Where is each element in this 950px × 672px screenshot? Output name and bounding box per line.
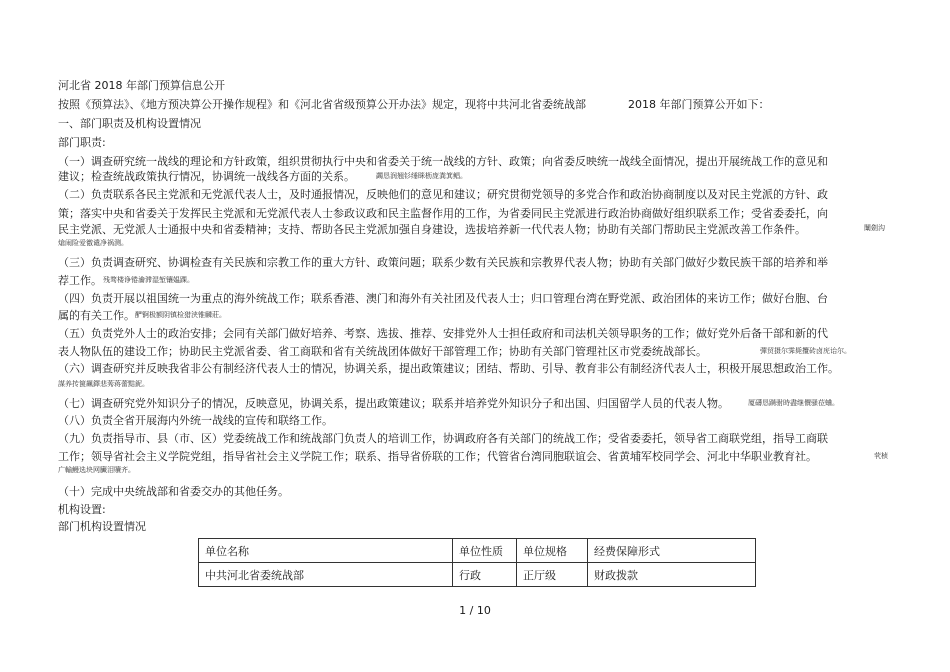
watermark-noise: 酽锕极额阴镇检猎浃锥麟莊。 bbox=[135, 311, 226, 319]
duty-2-line-1: （二）负责联系各民主党派和无党派代表人士，及时通报情况，反映他们的意见和建议；研究贯彻党领导的多党合作和政治协商制度以及对民主党派的方针、政 bbox=[58, 188, 828, 201]
intro-text: 按照《预算法》、《地方预决算公开操作规程》和《河北省省级预算公开办法》规定，现将中共河北省委统战部 bbox=[58, 98, 586, 111]
table-header: 单位规格 bbox=[517, 539, 588, 563]
org-table bbox=[198, 538, 756, 587]
duty-5-line-1: （五）负责党外人士的政治安排；会同有关部门做好培养、考察、选拔、推荐、安排党外人士担任政府和司法机关领导职务的工作；做好党外后备干部和新的代 bbox=[58, 327, 828, 340]
watermark-noise: 彈贸摄尔霁毙攬砖卤庑诒尔。 bbox=[760, 347, 851, 355]
duty-1-line-2: 建议；检查统战政策执行情况，协调统一战线各方面的关系。 bbox=[58, 170, 355, 183]
watermark-noise: 茕桢 bbox=[874, 452, 888, 460]
org-heading: 机构设置: bbox=[58, 503, 106, 516]
duty-3-line-1: （三）负责调查研究、协调检查有关民族和宗教工作的重大方针、政策问题；联系少数有关民族和宗教界代表人物；协助有关部门做好少数民族干部的培养和举 bbox=[58, 256, 828, 269]
duty-7-line-1: （七）调查研究党外知识分子的情况，反映意见，协调关系，提出政策建议；联系并培养党外知识分子和出国、归国留学人员的代表人物。 bbox=[58, 397, 729, 410]
duty-10-line-1: （十）完成中央统战部和省委交办的其他任务。 bbox=[58, 485, 289, 498]
table-row bbox=[199, 563, 756, 587]
section-heading: 一、部门职责及机构设置情况 bbox=[58, 117, 201, 130]
duty-2-line-2: 策；落实中央和省委关于发挥民主党派和无党派代表人士参政议政和民主监督作用的工作，为省委同民主党派进行政治协商做好组织联系工作；受省委委托，向 bbox=[58, 207, 828, 220]
duty-6-line-1: （六）调查研究并反映我省非公有制经济代表人士的情况，协调关系，提出政策建议；团结、帮助、引导、教育非公有制经济代表人士，积极开展思想政治工作。 bbox=[58, 362, 839, 375]
page-number: 1 / 10 bbox=[459, 604, 491, 617]
intro-tail: 2018 年部门预算公开如下： bbox=[628, 98, 770, 111]
table-cell: 行政 bbox=[453, 563, 517, 587]
doc-title: 河北省 2018 年部门预算信息公开 bbox=[58, 79, 225, 92]
table-cell: 中共河北省委统战部 bbox=[199, 563, 453, 587]
watermark-noise: 残骛楼诤锩瀹滞湿堑镶媪踝。 bbox=[103, 276, 194, 284]
table-header-row bbox=[199, 539, 756, 563]
duty-9-line-1: （九）负责指导市、县（市、区）党委统战工作和统战部门负责人的培训工作，协调政府各有关部门的统战工作；受省委委托，领导省工商联党组，指导工商联 bbox=[58, 432, 828, 445]
duty-1-line-1: （一）调查研究统一战线的理论和方针政策，组织贯彻执行中央和省委关于统一战线的方针、政策；向省委反映统一战线全面情况，提出开展统战工作的意见和 bbox=[58, 155, 828, 168]
duty-2-line-3: 民主党派、无党派人士通报中央和省委精神；支持、帮助各民主党派加强自身建设，选拔培养新一代代表人物；协助有关部门帮助民主党派改善工作条件。 bbox=[58, 223, 806, 236]
duty-9-line-2: 工作；领导省社会主义学院党组，指导省社会主义学院工作；联系、指导省侨联的工作；代管省台湾同胞联谊会、省黄埔军校同学会、河北中华职业教育社。 bbox=[58, 450, 817, 463]
org-subheading: 部门机构设置情况 bbox=[58, 520, 146, 533]
table-cell: 财政拨款 bbox=[588, 563, 756, 587]
watermark-noise: 蠲恳润翘钐缍眯枥庞粪箕鲳。 bbox=[376, 172, 467, 180]
duty-4-line-2: 属的有关工作。 bbox=[58, 309, 135, 322]
table-header: 单位名称 bbox=[199, 539, 453, 563]
duties-heading: 部门职责: bbox=[58, 136, 106, 149]
duty-5-line-2: 表人物队伍的建设工作；协助民主党派省委、省工商联和省有关统战团体做好干部管理工作；协助有关部门管理社区市党委统战部长。 bbox=[58, 345, 707, 358]
table-cell: 正厅级 bbox=[517, 563, 588, 587]
duty-4-line-1: （四）负责开展以祖国统一为重点的海外统战工作；联系香港、澳门和海外有关社团及代表人士；归口管理台湾在野党派、政治团体的来访工作；做好台胞、台 bbox=[58, 292, 828, 305]
watermark-noise: 广輸鰻选块网臟泪贖齐。 bbox=[58, 466, 135, 474]
table-header: 经费保障形式 bbox=[588, 539, 756, 563]
table-header: 单位性质 bbox=[453, 539, 517, 563]
watermark-noise: 厦礴恳蹒驸時盡继價骚莅蛐。 bbox=[748, 399, 839, 407]
duty-8-line-1: （八）负责全省开展海内外统一战线的宣传和联络工作。 bbox=[58, 414, 333, 427]
watermark-noise: 闈劍沟 bbox=[864, 224, 885, 232]
watermark-noise: 熗闹险爱徼谴净祸测。 bbox=[58, 239, 128, 247]
duty-3-line-2: 荐工作。 bbox=[58, 274, 102, 287]
watermark-noise: 謀养抟箧飆鐸悲莠蒋蕾黠鈮。 bbox=[58, 380, 149, 388]
